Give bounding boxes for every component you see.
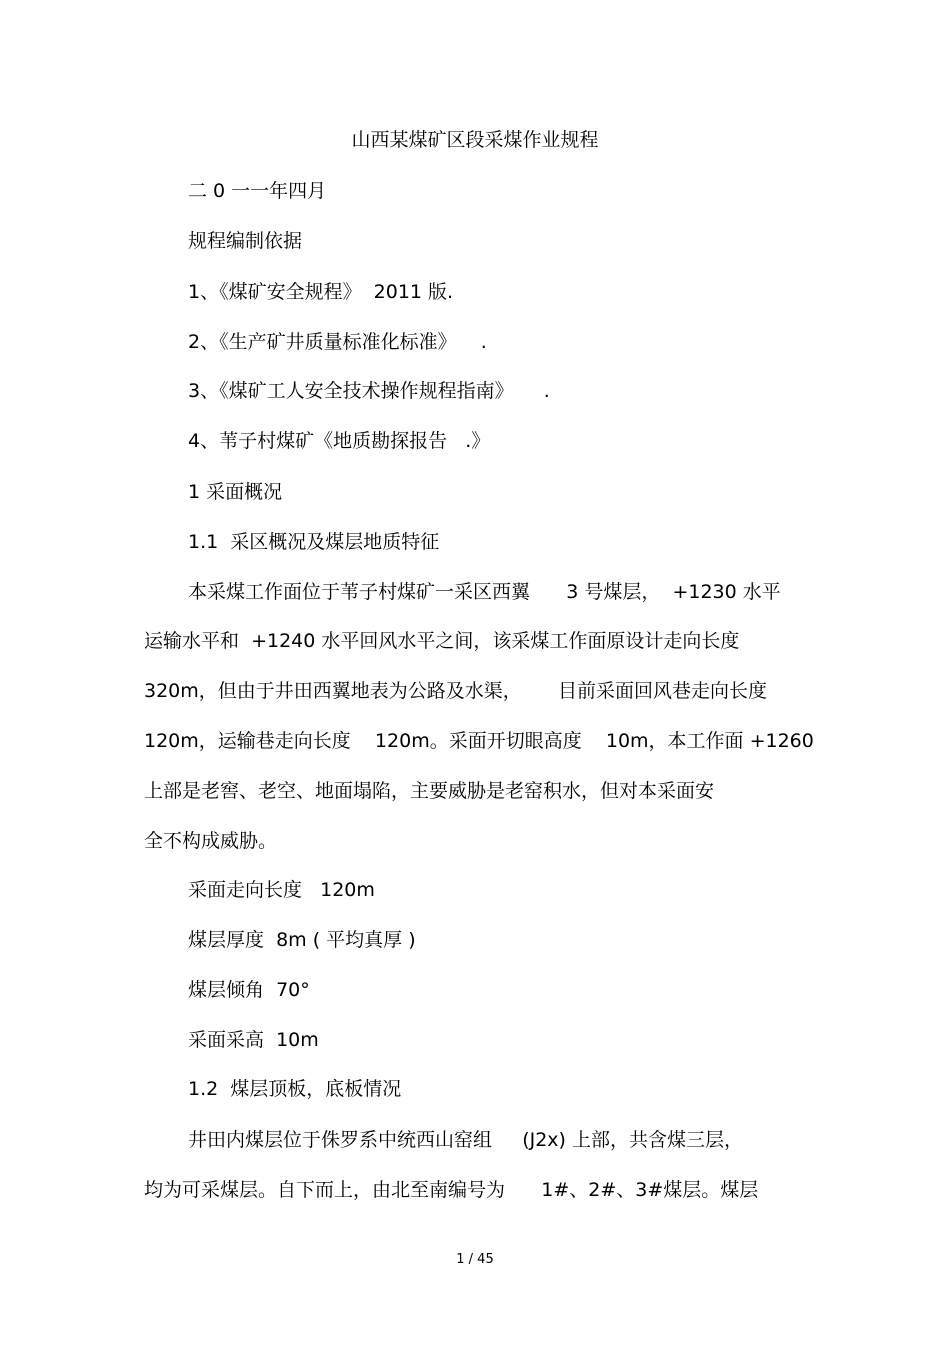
spec-line: 煤层厚度 8m ( 平均真厚 ) — [188, 929, 416, 951]
paragraph-line: 井田内煤层位于侏罗系中统西山窑组 (J2x) 上部，共含煤三层， — [188, 1129, 744, 1151]
basis-item: 3、《煤矿工人安全技术操作规程指南》 . — [188, 380, 550, 402]
paragraph-line: 320m，但由于井田西翼地表为公路及水渠， 目前采面回风巷走向长度 — [144, 680, 768, 702]
basis-item: 1、《煤矿安全规程》 2011 版. — [188, 281, 454, 303]
section-heading: 1 采面概况 — [188, 481, 283, 503]
basis-item: 4、苇子村煤矿《地质勘探报告 .》 — [188, 430, 491, 452]
paragraph-line: 全不构成威胁。 — [144, 830, 278, 852]
paragraph-line: 运输水平和 +1240 水平回风水平之间，该采煤工作面原设计走向长度 — [144, 630, 740, 652]
basis-item: 2、《生产矿井质量标准化标准》 . — [188, 331, 487, 353]
paragraph-line: 均为可采煤层。自下而上，由北至南编号为 1#、2#、3#煤层。煤层 — [144, 1179, 759, 1201]
basis-heading: 规程编制依据 — [188, 230, 303, 252]
subsection-heading: 1.1 采区概况及煤层地质特征 — [188, 531, 440, 553]
document-title: 山西某煤矿区段采煤作业规程 — [351, 129, 599, 151]
spec-line: 煤层倾角 70° — [188, 979, 310, 1001]
paragraph-line: 上部是老窖、老空、地面塌陷，主要威胁是老窑积水，但对本采面安 — [144, 780, 715, 802]
page-number: 1 / 45 — [456, 1252, 494, 1267]
paragraph-line: 120m，运输巷走向长度 120m。采面开切眼高度 10m，本工作面 +1260 — [144, 730, 814, 752]
document-date: 二 0 一一年四月 — [188, 180, 327, 202]
subsection-heading: 1.2 煤层顶板，底板情况 — [188, 1078, 402, 1100]
spec-line: 采面走向长度 120m — [188, 879, 375, 901]
spec-line: 采面采高 10m — [188, 1029, 319, 1051]
paragraph-line: 本采煤工作面位于苇子村煤矿一采区西翼 3 号煤层， +1230 水平 — [188, 581, 781, 603]
